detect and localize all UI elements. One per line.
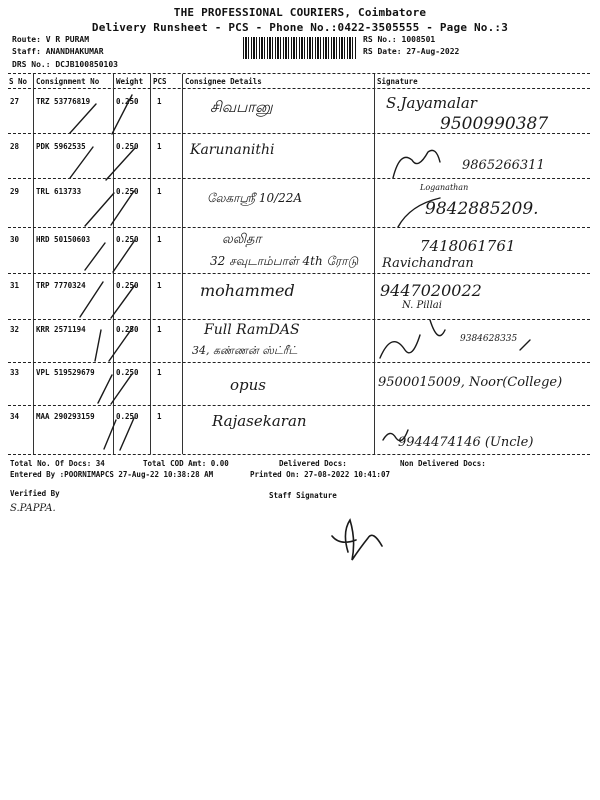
row-28-consignment: PDK 5962535: [36, 142, 86, 151]
col-divider: [113, 74, 114, 454]
row-separator: [8, 319, 590, 320]
col-sno: S No: [9, 77, 28, 86]
non-delivered-docs: Non Delivered Docs:: [400, 459, 486, 468]
row-30-sno: 30: [10, 235, 20, 244]
rs-date: RS Date: 27-Aug-2022: [363, 47, 460, 56]
staff-signature-scribble: [332, 520, 382, 560]
row-27-sno: 27: [10, 97, 20, 106]
row-28-pcs: 1: [157, 142, 162, 151]
rs-number: RS No.: 1008501: [363, 35, 436, 44]
col-consignee: Consignee Details: [185, 77, 262, 86]
col-signature: Signature: [377, 77, 418, 86]
verified-by-label: Verified By: [10, 489, 60, 498]
delivery-tick: [104, 420, 116, 449]
runsheet-title: Delivery Runsheet - PCS - Phone No.:0422-3505555 - Page No.:3: [91, 21, 509, 34]
row-27-consignee: சிவபானு: [210, 98, 273, 116]
row-27-pcs: 1: [157, 97, 162, 106]
delivery-tick: [98, 375, 112, 403]
header-rule-bottom: [8, 88, 590, 89]
row-33-weight: 0.250: [116, 368, 139, 377]
row-28-sno: 28: [10, 142, 20, 151]
table-bottom-rule: [8, 454, 590, 455]
row-29-consignee: லேகாஸ்ரீ 10/22A: [207, 191, 303, 205]
row-29-consignment: TRL 613733: [36, 187, 82, 196]
company-name: THE PROFESSIONAL COURIERS, Coimbatore: [173, 6, 427, 19]
delivery-tick: [85, 243, 105, 270]
entered-by: Entered By :POORNIMAPCS 27-Aug-22 10:38:28 AM: [10, 470, 214, 479]
col-divider: [182, 74, 183, 454]
row-29-phone: 9842885209.: [425, 199, 539, 219]
total-cod: Total COD Amt: 0.00: [143, 459, 229, 468]
row-29-pcs: 1: [157, 187, 162, 196]
delivery-tick: [113, 240, 135, 272]
row-28-weight: 0.250: [116, 142, 139, 151]
row-31-signature: N. Pillai: [402, 300, 442, 311]
row-separator: [8, 133, 590, 134]
delivery-tick: [95, 330, 101, 361]
row-32-consignment: KRR 2571194: [36, 325, 86, 334]
col-pcs: PCS: [153, 77, 167, 86]
col-weight: Weight: [116, 77, 144, 86]
delivery-tick: [120, 418, 134, 450]
row-32-consignee: Full RamDAS: [204, 322, 300, 338]
row-27-consignment: TRZ 53776819: [36, 97, 91, 106]
row-33-pcs: 1: [157, 368, 162, 377]
row-27-phone: 9500990387: [440, 114, 549, 134]
row-31-consignment: TRP 7770324: [36, 281, 86, 290]
delivery-tick: [106, 148, 135, 180]
delivery-tick: [70, 104, 96, 133]
row-34-pcs: 1: [157, 412, 162, 421]
row-33-sno: 33: [10, 368, 20, 377]
row-28-phone: 9865266311: [462, 158, 545, 173]
total-docs: Total No. Of Docs: 34: [10, 459, 105, 468]
row-separator: [8, 178, 590, 179]
delivery-tick: [111, 191, 134, 225]
col-divider: [33, 74, 34, 454]
route-label: Route: V R PURAM: [12, 35, 90, 44]
row-34-phone: 9944474146 (Uncle): [398, 435, 534, 450]
col-divider: [150, 74, 151, 454]
delivery-tick: [111, 374, 132, 404]
delivered-docs: Delivered Docs:: [279, 459, 347, 468]
row-27-weight: 0.250: [116, 97, 139, 106]
staff-signature-label: Staff Signature: [269, 491, 337, 500]
row-30-consignee-address: 32 சவுடாம்பாள் 4th ரோடு: [210, 254, 359, 268]
row-30-pcs: 1: [157, 235, 162, 244]
row-32-pcs: 1: [157, 325, 162, 334]
row-28-consignee: Karunanithi: [190, 142, 275, 158]
row-34-consignment: MAA 290293159: [36, 412, 95, 421]
row-30-weight: 0.250: [116, 235, 139, 244]
drs-number: DRS No.: DCJB100850103: [12, 60, 118, 69]
signature-scribble: [393, 150, 440, 178]
row-34-sno: 34: [10, 412, 20, 421]
row-27-signature: S.Jayamalar: [386, 94, 477, 112]
delivery-tick: [85, 193, 114, 226]
row-30-consignee: லலிதா: [222, 232, 262, 247]
row-34-consignee: Rajasekaran: [212, 412, 307, 430]
row-31-sno: 31: [10, 281, 20, 290]
row-30-signature: Ravichandran: [382, 256, 474, 271]
staff-label: Staff: ANANDHAKUMAR: [12, 47, 104, 56]
row-30-phone: 7418061761: [420, 237, 516, 255]
row-separator: [8, 227, 590, 228]
signature-scribble: [380, 320, 445, 358]
col-divider: [374, 74, 375, 454]
row-33-consignee: opus: [230, 376, 266, 394]
row-29-weight: 0.250: [116, 187, 139, 196]
row-32-weight: 0.250: [116, 325, 139, 334]
row-32-phone: 9384628335: [460, 334, 518, 344]
printed-on: Printed On: 27-08-2022 10:41:07: [250, 470, 390, 479]
row-31-pcs: 1: [157, 281, 162, 290]
row-29-sno: 29: [10, 187, 20, 196]
row-29-signature: Loganathan: [420, 183, 469, 192]
signature-scribble: [520, 340, 530, 350]
verifier-signature: S.PAPPA.: [10, 503, 56, 514]
delivery-tick: [70, 147, 93, 178]
row-32-consignee-address: 34, கண்ணன் ஸ்ட்ரீட்: [192, 344, 298, 357]
row-30-consignment: HRD 50150603: [36, 235, 91, 244]
row-31-weight: 0.250: [116, 281, 139, 290]
row-34-weight: 0.250: [116, 412, 139, 421]
row-separator: [8, 273, 590, 274]
row-33-consignment: VPL 519529679: [36, 368, 95, 377]
row-separator: [8, 362, 590, 363]
row-31-phone: 9447020022: [380, 281, 482, 300]
col-consignment: Consignment No: [36, 77, 100, 86]
row-33-phone: 9500015009, Noor(College): [378, 375, 563, 390]
row-31-consignee: mohammed: [200, 281, 295, 300]
barcode: [243, 37, 356, 59]
row-32-sno: 32: [10, 325, 20, 334]
header-rule-top: [8, 73, 590, 74]
row-separator: [8, 405, 590, 406]
